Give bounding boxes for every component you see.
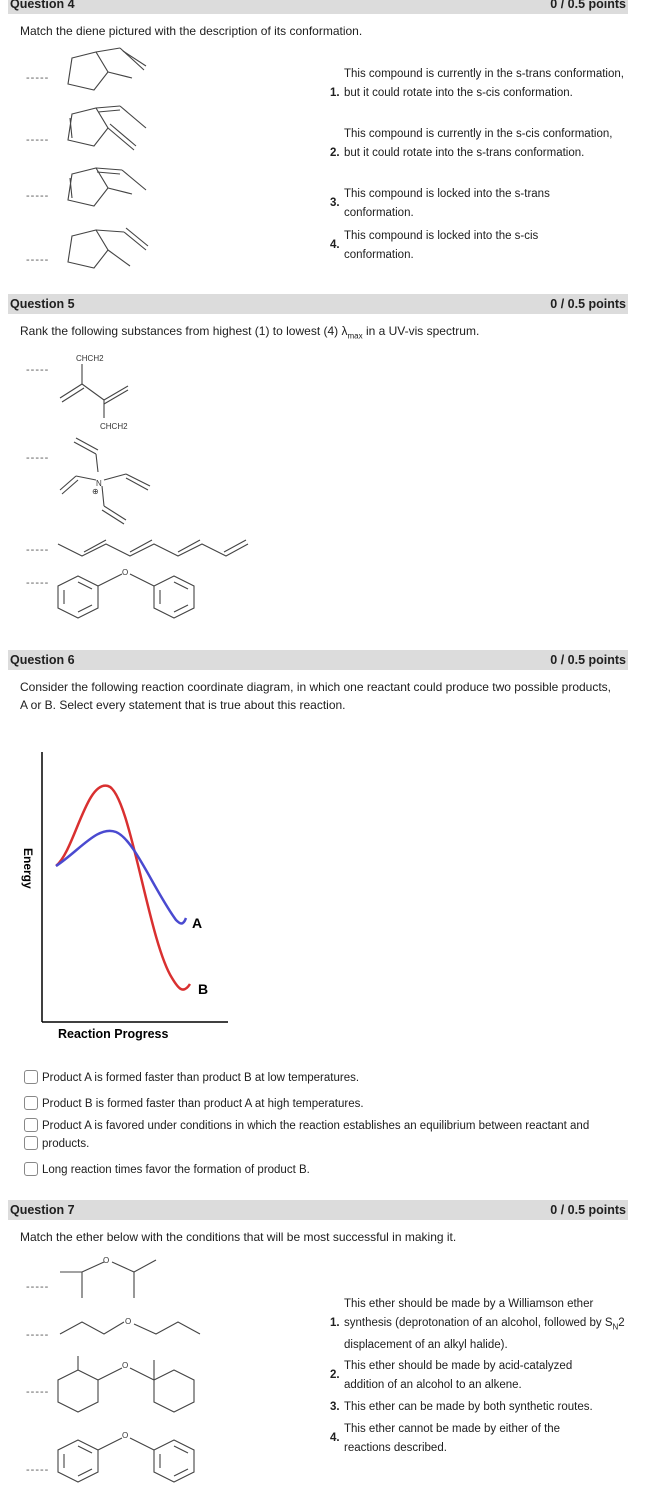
checkbox[interactable] <box>24 1136 38 1150</box>
svg-text:N: N <box>96 479 102 488</box>
substance-structure-4 <box>56 566 206 624</box>
ether-option-2: 2. This ether should be made by acid-catalyzed addition of an alcohol to an alkene. <box>330 1360 573 1391</box>
question-5-prompt: Rank the following substances from highest (1) to lowest (4) $\lambda_{max}$ in a UV-vis spectrum. <box>20 324 480 341</box>
svg-text:O: O <box>125 1317 132 1326</box>
ether-option-3: 3. This ether can be made by both synthetic routes. <box>330 1401 593 1413</box>
svg-text:CHCH2: CHCH2 <box>76 354 104 363</box>
rank-blank-1[interactable]: ----- <box>26 364 50 376</box>
rank-blank-4[interactable]: ----- <box>26 577 50 589</box>
diene-structure-1 <box>60 48 160 98</box>
substance-structure-2 <box>56 436 166 528</box>
ether-blank-3[interactable]: ----- <box>26 1386 50 1398</box>
ether-blank-2[interactable]: ----- <box>26 1329 50 1341</box>
question-points: 0 / 0.5 points <box>550 0 626 11</box>
ether-blank-1[interactable]: ----- <box>26 1281 50 1293</box>
diene-structure-3 <box>60 164 160 214</box>
reaction-coordinate-diagram <box>0 740 260 1040</box>
match-blank-3[interactable]: ----- <box>26 190 50 202</box>
y-axis-label: Energy <box>21 848 35 889</box>
ether-option-4: 4. This ether cannot be made by either of the reactions described. <box>330 1423 561 1454</box>
question-points: 0 / 0.5 points <box>550 1203 626 1217</box>
checkbox[interactable] <box>24 1118 38 1132</box>
svg-text:O: O <box>103 1256 110 1265</box>
svg-text:⊕: ⊕ <box>92 487 99 496</box>
match-blank-2[interactable]: ----- <box>26 134 50 146</box>
match-option-2: 2. This compound is currently in the s-cis conformation, but it could rotate into the s-trans conformation. <box>330 128 613 159</box>
question-points: 0 / 0.5 points <box>550 297 626 311</box>
match-blank-1[interactable]: ----- <box>26 72 50 84</box>
question-title: Question 4 <box>10 0 75 11</box>
question-6-prompt: Consider the following reaction coordinate diagram, in which one reactant could produce two possible products, A or B. Select every statement that is true about this reaction. <box>20 680 612 712</box>
checkbox[interactable] <box>24 1096 38 1110</box>
label-a: A <box>192 915 203 931</box>
curve-b <box>56 786 190 990</box>
question-7-header <box>8 1200 628 1220</box>
ether-structure-2 <box>60 1314 210 1344</box>
match-option-1: 1. This compound is currently in the s-trans conformation, but it could rotate into the s-cis conformation. <box>330 68 624 99</box>
question-points: 0 / 0.5 points <box>550 653 626 667</box>
checkbox[interactable] <box>24 1162 38 1176</box>
rank-blank-2[interactable]: ----- <box>26 452 50 464</box>
svg-text:O: O <box>122 1361 129 1370</box>
rank-blank-3[interactable]: ----- <box>26 544 50 556</box>
substance-structure-3 <box>56 536 256 560</box>
question-6-header <box>8 650 628 670</box>
ether-structure-1 <box>60 1254 170 1304</box>
svg-text:CHCH2: CHCH2 <box>100 422 128 431</box>
match-blank-4[interactable]: ----- <box>26 254 50 266</box>
diene-structure-4 <box>60 226 160 276</box>
question-4-header <box>8 0 628 14</box>
ether-structure-3 <box>56 1356 206 1418</box>
question-7-prompt: Match the ether below with the conditions that will be most successful in making it. <box>20 1230 457 1244</box>
question-title: Question 7 <box>10 1203 75 1217</box>
question-4-prompt: Match the diene pictured with the description of its conformation. <box>20 24 363 38</box>
svg-text:O: O <box>122 1431 129 1440</box>
substance-structure-1 <box>56 350 166 432</box>
ether-blank-4[interactable]: ----- <box>26 1464 50 1476</box>
ether-option-1: 1. This ether should be made by a Williamson ether synthesis (deprotonation of an alcohol, followed by $S_N2$ displacement of an alkyl halide). <box>330 1298 625 1352</box>
x-axis-label: Reaction Progress <box>58 1027 169 1041</box>
label-b: B <box>198 981 209 997</box>
question-5-header <box>8 294 628 314</box>
diene-structure-2 <box>60 104 160 154</box>
checkbox[interactable] <box>24 1070 38 1084</box>
svg-text:O: O <box>122 568 129 577</box>
ether-structure-4 <box>56 1430 206 1488</box>
question-title: Question 6 <box>10 653 75 667</box>
curve-a <box>56 831 186 924</box>
match-option-3: 3. This compound is locked into the s-trans conformation. <box>330 188 550 219</box>
match-option-4: 4. This compound is locked into the s-cis conformation. <box>330 230 539 261</box>
question-title: Question 5 <box>10 297 75 311</box>
